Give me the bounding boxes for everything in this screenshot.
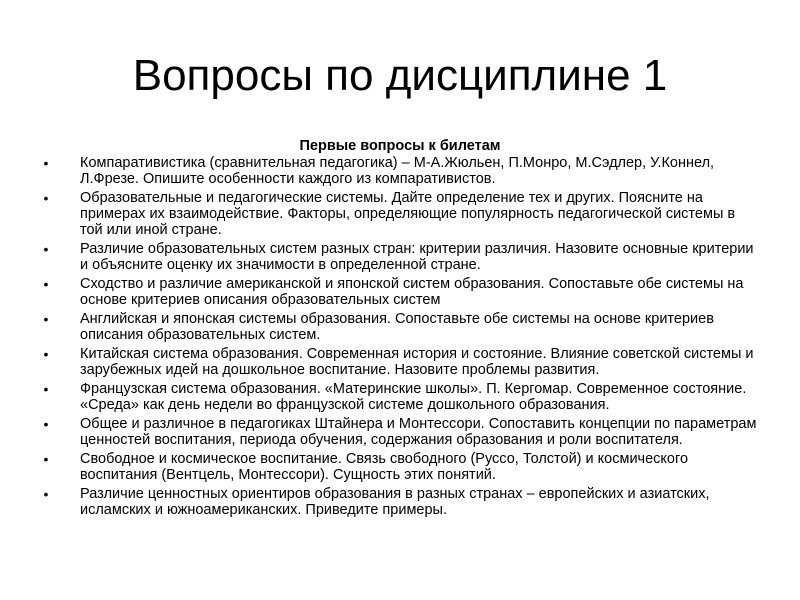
list-item [40, 311, 760, 343]
bullet-icon: • [43, 486, 49, 502]
bullet-icon: • [43, 311, 49, 327]
question-text: Сходство и различие американской и японской систем образования. Сопоставьте обе системы на основе критериев описания образовательных систем [80, 276, 744, 308]
list-item [40, 416, 760, 448]
bullet-icon: • [43, 241, 49, 257]
bullet-icon: • [43, 346, 49, 362]
list-item [40, 276, 760, 308]
question-text: Китайская система образования. Современная история и состояние. Влияние советской системы и зарубежных идей на дошкольное воспитание. Назовите проблемы развития. [80, 346, 754, 378]
question-text: Различие образовательных систем разных стран: критерии различия. Назовите основные критерии и объясните оценку их значимости в определенной стране. [80, 241, 754, 273]
bullet-icon: • [43, 451, 49, 467]
question-text: Различие ценностных ориентиров образования в разных странах – европейских и азиатских, исламских и южноамериканских. Приведите примеры. [80, 486, 710, 518]
question-text: Французская система образования. «Материнские школы». П. Кергомар. Современное состояние. «Среда» как день недели во французской системе дошкольного образования. [80, 381, 747, 413]
list-item [40, 190, 760, 238]
slide-title: Вопросы по дисциплине 1 [132, 51, 668, 100]
question-text: Свободное и космическое воспитание. Связь свободного (Руссо, Толстой) и космического воспитания (Вентцель, Монтессори). Сущность этих понятий. [80, 451, 689, 483]
question-text: Английская и японская системы образования. Сопоставьте обе системы на основе критериев описания образовательных систем. [80, 311, 714, 343]
bullet-icon: • [43, 276, 49, 292]
question-text: Общее и различное в педагогиках Штайнера и Монтессори. Сопоставить концепции по параметрам ценностей воспитания, периода обучения, содержания образования и роли воспитателя. [80, 416, 757, 448]
question-text: Образовательные и педагогические системы. Дайте определение тех и других. Поясните на примерах их взаимодействие. Факторы, определяющие популярность педагогической системы в той или иной стране. [80, 190, 736, 238]
bullet-icon: • [43, 416, 49, 432]
list-item [40, 155, 760, 187]
bullet-icon: • [43, 155, 49, 171]
list-item [40, 486, 760, 518]
slide-subtitle: Первые вопросы к билетам [299, 138, 501, 154]
question-text: Компаративистика (сравнительная педагогика) – М-А.Жюльен, П.Монро, М.Сэдлер, У.Коннел, Л.Фрезе. Опишите особенности каждого из компаративистов. [80, 155, 715, 187]
list-item [40, 451, 760, 483]
question-list [40, 155, 760, 521]
list-item [40, 241, 760, 273]
list-item [40, 346, 760, 378]
list-item [40, 381, 760, 413]
bullet-icon: • [43, 190, 49, 206]
bullet-icon: • [43, 381, 49, 397]
